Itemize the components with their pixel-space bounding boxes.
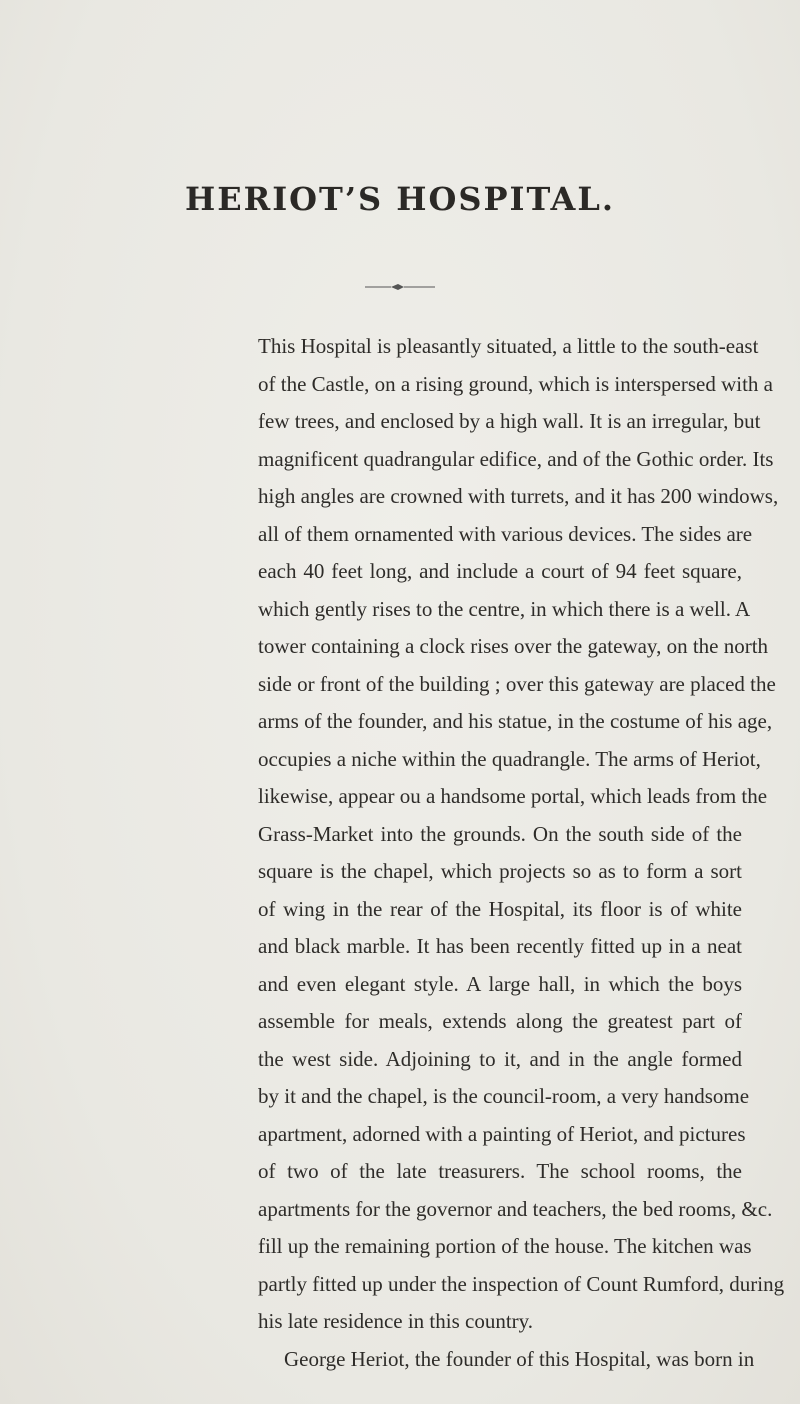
text-line: high angles are crowned with turrets, and it has 200 windows,	[258, 484, 779, 508]
text-line: and even elegant style. A large hall, in which the boys	[258, 971, 742, 996]
text-line: of the Castle, on a rising ground, which is interspersed with a	[258, 371, 773, 396]
text-line: few trees, and enclosed by a high wall. It is an irregular, but	[258, 409, 761, 433]
text-line: likewise, appear ou a handsome portal, which leads from the	[258, 784, 768, 808]
text-line: tower containing a clock rises over the gateway, on the north	[258, 634, 769, 658]
text-line: apartment, adorned with a painting of Heriot, and pictures	[258, 1121, 746, 1146]
text-line: of two of the late treasurers. The school rooms, the	[258, 1159, 742, 1183]
text-line: which gently rises to the centre, in which there is a well. A	[258, 596, 751, 621]
text-line: arms of the founder, and his statue, in the costume of his age,	[258, 709, 773, 733]
text-line: magnificent quadrangular edifice, and of the Gothic order. Its	[258, 446, 774, 471]
text-line: Grass-Market into the grounds. On the south side of the	[258, 821, 742, 846]
text-line: fill up the remaining portion of the house. The kitchen was	[258, 1234, 752, 1258]
text-line: This Hospital is pleasantly situated, a little to the south-east	[258, 334, 759, 358]
ornament-divider	[365, 282, 435, 292]
text-line: partly fitted up under the inspection of Count Rumford, during	[258, 1271, 785, 1296]
text-line: square is the chapel, which projects so as to form a sort	[258, 859, 742, 883]
text-line: and black marble. It has been recently fitted up in a neat	[258, 934, 742, 958]
text-line: George Heriot, the founder of this Hospital, was born in	[284, 1346, 755, 1371]
text-line: occupies a niche within the quadrangle. The arms of Heriot,	[258, 746, 761, 771]
text-line: all of them ornamented with various devices. The sides are	[258, 521, 753, 546]
text-line: by it and the chapel, is the council-room, a very handsome	[258, 1084, 750, 1108]
text-line: each 40 feet long, and include a court of 94 feet square,	[258, 559, 742, 583]
text-line: apartments for the governor and teachers, the bed rooms, &c.	[258, 1196, 773, 1221]
page-title: HERIOT’S HOSPITAL.	[184, 180, 616, 218]
body-text	[258, 328, 785, 1378]
text-line: side or front of the building ; over this gateway are placed the	[258, 671, 776, 696]
text-line: the west side. Adjoining to it, and in the angle formed	[258, 1046, 742, 1071]
text-line: assemble for meals, extends along the greatest part of	[258, 1009, 742, 1033]
text-line: of wing in the rear of the Hospital, its floor is of white	[258, 896, 742, 921]
text-line: his late residence in this country.	[258, 1309, 534, 1333]
